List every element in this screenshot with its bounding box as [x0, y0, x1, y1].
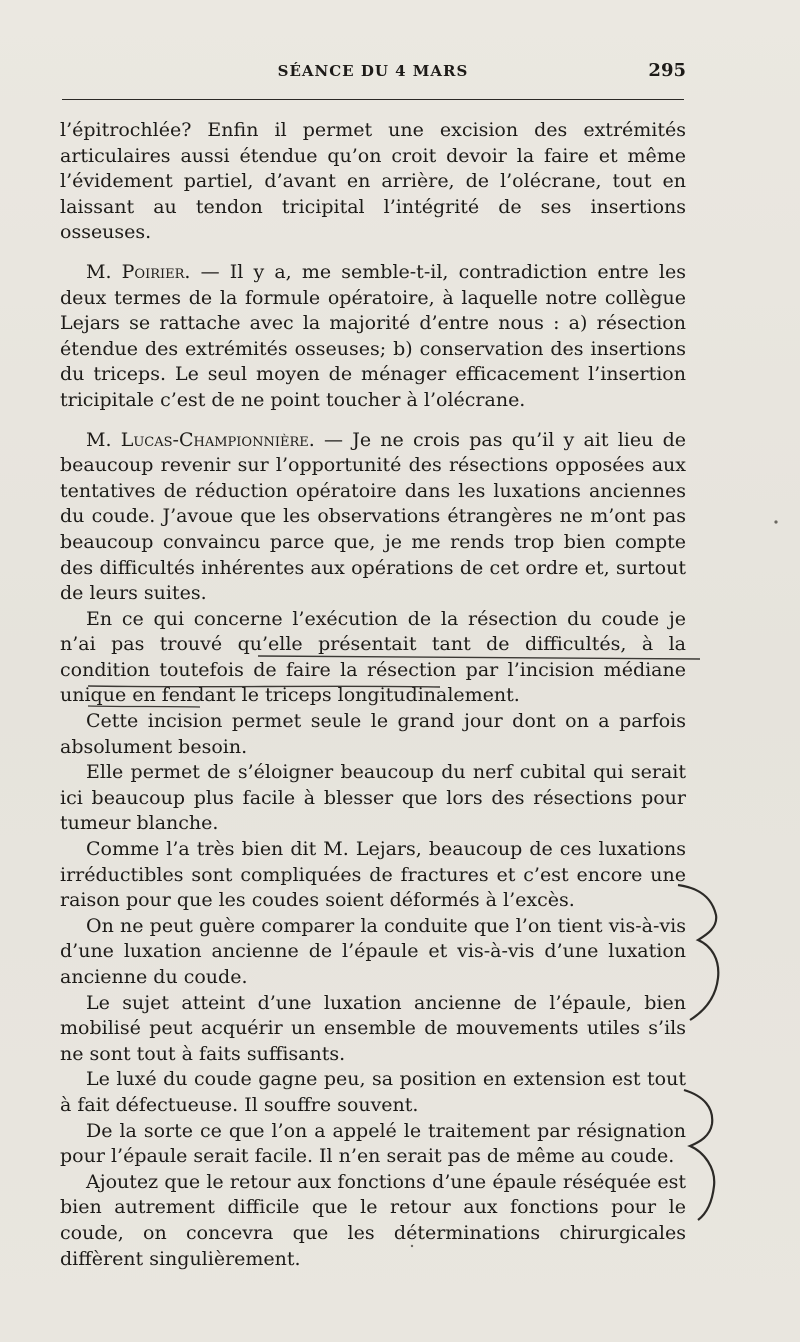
paragraph: Elle permet de s’éloigner beaucoup du nerf cubital qui serait ici beaucoup plus facile à blesser que lors des résections pour tumeur blanche.	[60, 761, 686, 835]
body-text	[60, 118, 686, 1272]
paragraph: De la sorte ce que l’on a appelé le traitement par résignation pour l’épaule serait facile. Il n’en serait pas de même au coude.	[60, 1119, 686, 1168]
paragraph-poirier	[60, 260, 686, 414]
speaker-name: M. Lucas-Championnière.	[86, 428, 315, 451]
paragraph: Ajoutez que le retour aux fonctions d’une épaule réséquée est bien autrement difficile que le retour aux fonctions pour le coude, on concevra que les déterminations chirurgicales diffèrent singulièrement.	[60, 1170, 686, 1270]
paragraph: On ne peut guère comparer la conduite que l’on tient vis-à-vis d’une luxation ancienne de l’épaule et vis-à-vis d’une luxation ancienne du coude.	[60, 914, 686, 988]
paragraph: Le luxé du coude gagne peu, sa position en extension est tout à fait défectueuse. Il souffre souvent.	[60, 1068, 686, 1116]
margin-brace	[684, 1090, 714, 1220]
header-rule	[62, 99, 684, 100]
paragraph: Comme l’a très bien dit M. Lejars, beaucoup de ces luxations irréductibles sont compliquées de fractures et c’est encore une raison pour que les coudes soient déformés à l’excès.	[60, 838, 686, 912]
paragraph-text: — Il y a, me semble-t-il, contradiction entre les deux termes de la formule opératoire, à laquelle notre collègue Lejars se rattache avec la majorité d’entre nous : a) résection étendue des extrémités osseuses; b) conservation des insertions du triceps. Le seul moyen de ménager efficacement l’insertion tricipitale c’est de ne point toucher à l’olécrane.	[60, 260, 687, 411]
running-head	[60, 62, 686, 86]
paragraph-lucas-championniere	[60, 428, 686, 607]
speaker-name: M. Poirier.	[86, 260, 191, 283]
paragraph: En ce qui concerne l’exécution de la résection du coude je n’ai pas trouvé qu’elle présentait tant de difficultés, à la condition toutefois de faire la résection par l’incision médiane unique en fendant le triceps longitudinalement.	[60, 607, 686, 707]
running-title: SÉANCE DU 4 MARS	[277, 62, 469, 80]
paragraph-text: — Je ne crois pas qu’il y ait lieu de beaucoup revenir sur l’opportunité des résections opposées aux tentatives de réduction opératoire dans les luxations anciennes du coude. J’avoue que les observations étrangères ne m’ont pas beaucoup convaincu parce que, je me rends trop bien compte des difficultés inhérentes aux opérations de cet ordre et, surtout de leurs suites.	[60, 428, 687, 605]
paragraph: Le sujet atteint d’une luxation ancienne de l’épaule, bien mobilisé peut acquérir un ensemble de mouvements utiles s’ils ne sont tout à faits suffisants.	[60, 991, 686, 1065]
paragraph-continuation: l’épitrochlée? Enfin il permet une excision des extrémités articulaires aussi étendue qu’on croit devoir la faire et même l’évidement partiel, d’avant en arrière, de l’olécrane, tout en laissant au tendon tricipital l’intégrité de ses insertions osseuses.	[60, 119, 686, 244]
paragraph: Cette incision permet seule le grand jour dont on a parfois absolument besoin.	[60, 710, 686, 758]
page-number: 295	[648, 60, 686, 81]
